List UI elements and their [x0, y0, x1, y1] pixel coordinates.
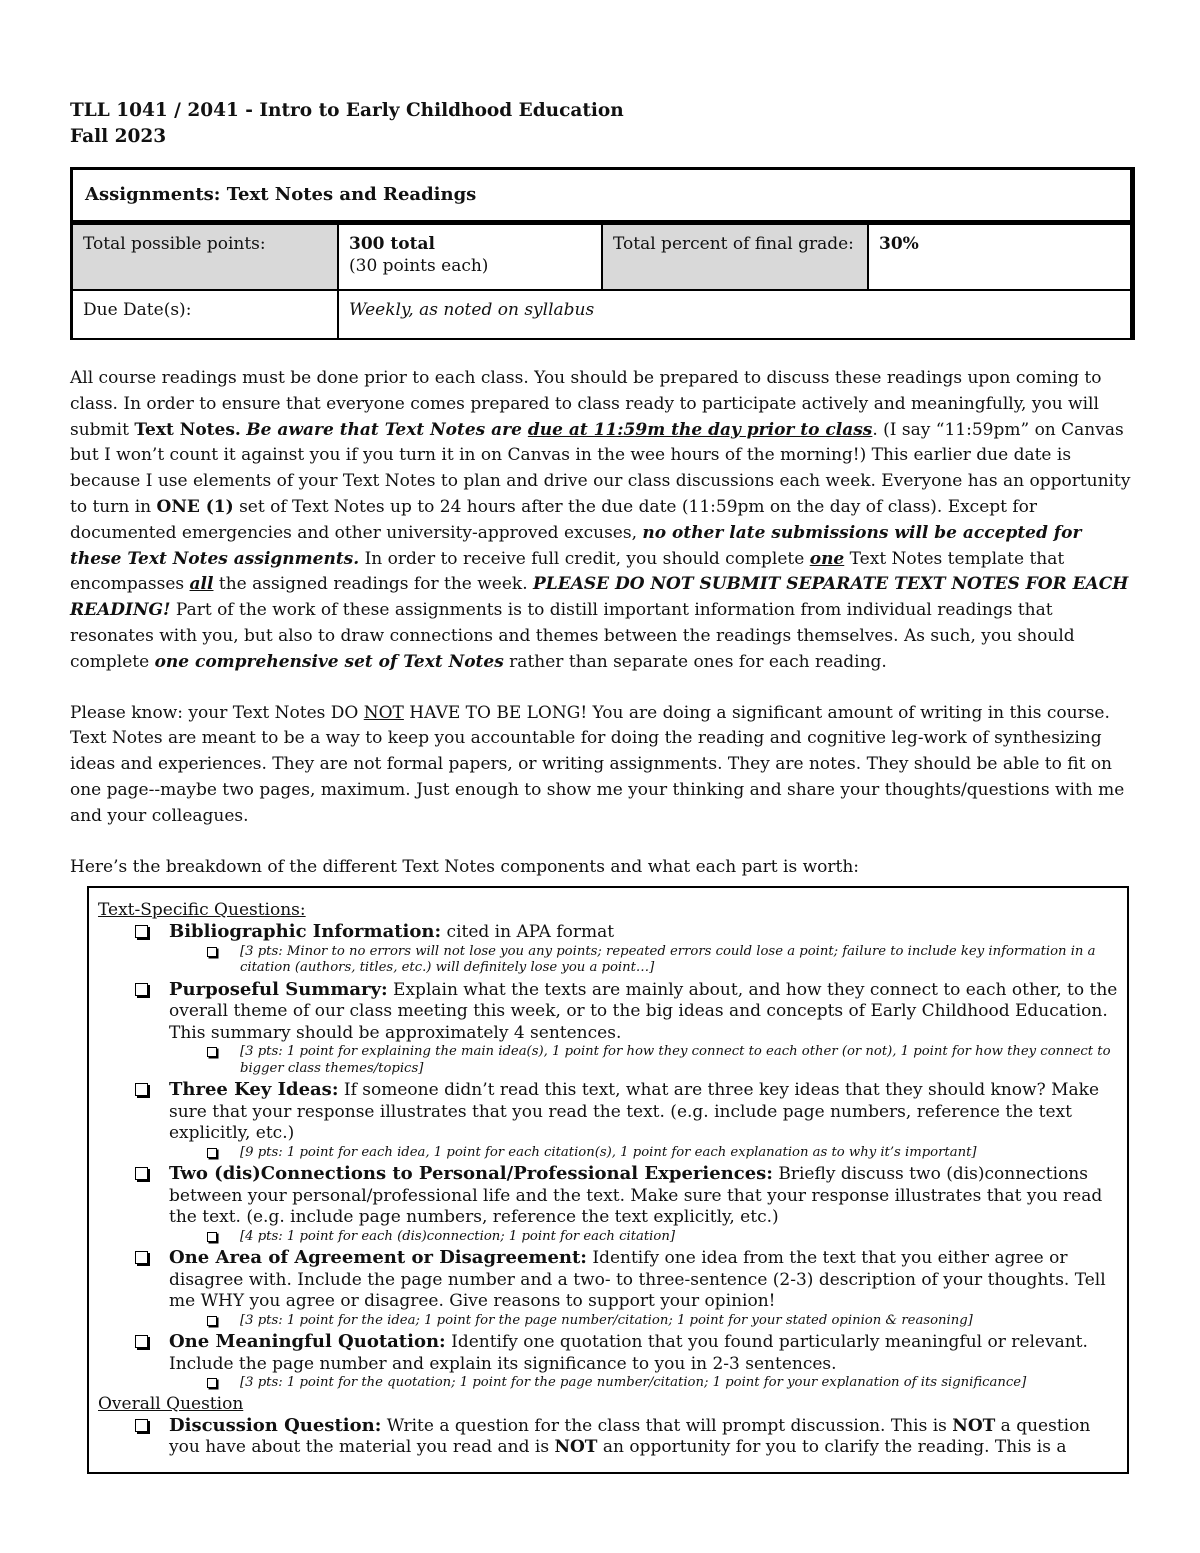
section-overall: Overall Question: [98, 1393, 244, 1414]
points-note: [98, 1145, 1119, 1162]
para1-text: set of Text Notes up to 24 hours after the due date (11:59pm on the day of class). Except for documented emergencies and other university-approved excuses,: [70, 496, 1038, 543]
assignment-table: [70, 167, 1135, 340]
checkbox-icon: [135, 983, 148, 996]
section-text-specific: Text-Specific Questions:: [98, 900, 306, 920]
breakdown-item-discussion: [98, 1415, 1119, 1459]
para1-text: Part of the work of these assignments is to distill important information from individual readings that resonates with you, but also to draw connections and themes between the readings themselves. As such, you should complete: [70, 600, 1075, 672]
checkbox-icon: [135, 1419, 148, 1432]
breakdown-intro: Here’s the breakdown of the different Text Notes components and what each part is worth:: [70, 856, 859, 877]
breakdown-item: [98, 921, 1119, 944]
para1-late-policy: no other late submissions will be accepted for these Text Notes assignments.: [70, 522, 1082, 569]
item-label: One Meaningful Quotation:: [169, 1331, 446, 1352]
points-label: Total possible points:: [73, 225, 339, 289]
item-label: Two (dis)Connections to Personal/Professional Experiences:: [169, 1163, 773, 1184]
checkbox-icon: [207, 1047, 217, 1057]
item-text: an opportunity for you to clarify the reading. This is a: [597, 1437, 1067, 1457]
item-text: cited in APA format: [441, 922, 615, 942]
breakdown-item: [98, 1247, 1119, 1313]
para1-warning: PLEASE DO NOT SUBMIT SEPARATE TEXT NOTES FOR EACH READING!: [70, 574, 1129, 621]
item-label: Three Key Ideas:: [169, 1079, 339, 1100]
para1-comprehensive: one comprehensive set of Text Notes: [154, 651, 504, 672]
course-title: TLL 1041 / 2041 - Intro to Early Childhood Education: [70, 100, 624, 121]
checkbox-icon: [207, 1232, 217, 1242]
checkbox-icon: [135, 1167, 148, 1180]
para1-one-emph: one: [809, 548, 845, 569]
points-note: [98, 1044, 1119, 1077]
item-label: Discussion Question:: [169, 1414, 382, 1436]
points-note: [98, 944, 1119, 977]
para1-be-aware: Be aware that Text Notes are: [246, 419, 528, 440]
assignment-table-title: Assignments: Text Notes and Readings: [73, 170, 1130, 223]
item-text: a question you have about the material you read and is: [169, 1415, 1091, 1457]
term: Fall 2023: [70, 126, 167, 147]
para2-not: NOT: [363, 702, 404, 723]
item-text-not: NOT: [952, 1415, 996, 1436]
document-page: [70, 98, 1132, 880]
points-text: [9 pts: 1 point for each idea, 1 point for each citation(s), 1 point for each explanation as to why it’s important]: [240, 1144, 977, 1160]
points-text: [4 pts: 1 point for each (dis)connection; 1 point for each citation]: [240, 1228, 675, 1244]
due-value: Weekly, as noted on syllabus: [349, 300, 595, 320]
points-text: [3 pts: 1 point for the idea; 1 point for the page number/citation; 1 point for your stated opinion & reasoning]: [240, 1312, 973, 1328]
para2-text: HAVE TO BE LONG! You are doing a significant amount of writing in this course. Text Notes are meant to be a way to keep you accountable for doing the reading and cognitive leg-work of synthesizing ideas and experiences. They are not formal papers, or writing assignments. They are notes. They should be able to fit on one page--maybe two pages, maximum. Just enough to show me your thinking and share your thoughts/questions with me and your colleagues.: [70, 702, 1125, 826]
breakdown-item: [98, 1163, 1119, 1229]
due-label: Due Date(s):: [73, 291, 339, 338]
instructions-paragraph: [70, 366, 1132, 676]
para1-text: the assigned readings for the week.: [213, 574, 534, 595]
points-note: [98, 1313, 1119, 1330]
item-text-not: NOT: [554, 1437, 598, 1457]
points-value: 300 total: [349, 234, 435, 254]
para1-text: Text Notes template that encompasses: [70, 548, 1065, 595]
points-value-cell: [339, 225, 603, 289]
item-text: Identify one quotation that you found particularly meaningful or relevant. Include the page number and explain its significance to you in 2-3 sentences.: [169, 1332, 1088, 1374]
item-text: If someone didn’t read this text, what are three key ideas that they should know? Make sure that your response illustrates that you read the text. (e.g. include page numbers, reference the text explicitly, etc.): [169, 1080, 1100, 1143]
checkbox-icon: [135, 925, 148, 938]
para1-text: rather than separate ones for each reading.: [503, 651, 887, 672]
item-text: Explain what the texts are mainly about, and how they connect to each other, to the overall theme of our class meeting this week, or to the big ideas and concepts of Early Childhood Education. This summary should be approximately 4 sentences.: [169, 979, 1118, 1043]
para2-text: Please know: your Text Notes DO: [70, 702, 364, 723]
para1-text: All course readings must be done prior to each class. You should be prepared to discuss these readings upon coming to class. In order to ensure that everyone comes prepared to class ready to participate actively and meaningfully, you will submit: [70, 368, 1102, 440]
breakdown-item: [98, 1079, 1119, 1145]
para1-text: In order to receive full credit, you should complete: [359, 548, 810, 569]
checkbox-icon: [207, 1378, 217, 1388]
para1-text-notes: Text Notes.: [134, 419, 241, 440]
para1-one: ONE (1): [156, 496, 234, 517]
checkbox-icon: [207, 947, 217, 957]
item-text: Identify one idea from the text that you either agree or disagree with. Include the page number and a two- to three-sentence (2-3) description of your thoughts. Tell me WHY you agree or disagree. Give reasons to support your opinion!: [169, 1248, 1106, 1311]
percent-value: 30%: [879, 234, 919, 254]
checkbox-icon: [207, 1316, 217, 1326]
para1-text: . (I say “11:59pm” on Canvas but I won’t count it against you if you turn it in on Canvas in the wee hours of the morning!) This earlier due date is because I use elements of your Text Notes to plan and drive our class discussions each week. Everyone has an opportunity to turn in: [70, 419, 1131, 517]
points-text: [3 pts: Minor to no errors will not lose you any points; repeated errors could lose a point; failure to include key information in a citation (authors, titles, etc.) will definitely lose you a point…]: [240, 943, 1096, 975]
points-text: [3 pts: 1 point for the quotation; 1 point for the page number/citation; 1 point for your explanation of its significance]: [240, 1375, 1027, 1390]
para1-all-emph: all: [189, 574, 214, 595]
para1-due-time: due at 11:59m the day prior to class: [527, 419, 873, 440]
points-note: [98, 1375, 1119, 1392]
checkbox-icon: [135, 1083, 148, 1096]
length-paragraph: [70, 701, 1132, 830]
breakdown-item: [98, 979, 1119, 1045]
points-text: [3 pts: 1 point for explaining the main idea(s), 1 point for how they connect to each other (or not), 1 point for how they connect to bigger class themes/topics]: [240, 1044, 1111, 1076]
item-label: Bibliographic Information:: [169, 921, 442, 942]
breakdown-item: [98, 1331, 1119, 1375]
checkbox-icon: [135, 1335, 148, 1348]
percent-label: Total percent of final grade:: [603, 225, 869, 289]
item-label: One Area of Agreement or Disagreement:: [169, 1247, 587, 1268]
due-row: [73, 289, 1130, 338]
points-note: [98, 1229, 1119, 1246]
checkbox-icon: [207, 1148, 217, 1158]
item-label: Purposeful Summary:: [169, 978, 388, 1000]
points-row: [73, 223, 1130, 289]
item-text: Write a question for the class that will prompt discussion. This is: [381, 1415, 953, 1436]
checkbox-icon: [135, 1251, 148, 1264]
item-text: Briefly discuss two (dis)connections between your personal/professional life and the text. Make sure that your response illustrates that you read the text. (e.g. include page numbers, reference the text explicitly, etc.): [169, 1164, 1103, 1227]
breakdown-box: [87, 886, 1129, 1474]
breakdown-items: [98, 921, 1119, 1392]
points-note: (30 points each): [349, 256, 489, 276]
